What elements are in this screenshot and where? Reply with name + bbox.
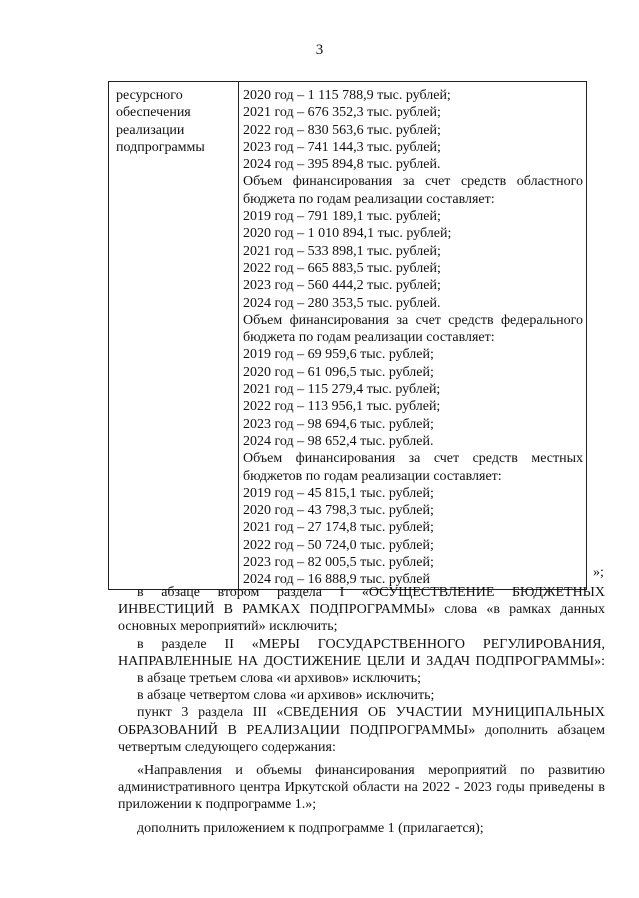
federal-year-line: 2024 год – 98 652,4 тыс. рублей. — [243, 433, 434, 449]
amendments-text — [118, 584, 605, 837]
text-line: в абзаце втором раздела I «ОСУЩЕСТВЛЕНИЕ БЮДЖЕТНЫХ — [137, 585, 605, 600]
label-line: обеспечения — [116, 105, 191, 121]
regional-year-line: 2021 год – 533 898,1 тыс. рублей; — [243, 243, 441, 259]
regional-heading: Объем финансирования за счет средств областного — [243, 174, 583, 190]
text-line: в абзаце четвертом слова «и архивов» исключить; — [137, 688, 435, 704]
text-line: четвертым следующего содержания: — [118, 739, 336, 755]
text-line: административного центра Иркутской области на 2022 - 2023 годы приведены в — [118, 780, 605, 796]
text-line: ИНВЕСТИЦИЙ В РАМКАХ ПОДПРОГРАММЫ» слова «в рамках данных — [118, 602, 605, 618]
local-year-line: 2019 год – 45 815,1 тыс. рублей; — [243, 485, 434, 501]
total-year-line: 2021 год – 676 352,3 тыс. рублей; — [243, 105, 441, 121]
text-line: в разделе II «МЕРЫ ГОСУДАРСТВЕННОГО РЕГУЛИРОВАНИЯ, — [137, 636, 605, 652]
label-line: подпрограммы — [116, 139, 205, 155]
paragraph-appendix — [118, 820, 605, 837]
paragraph-section-1 — [118, 584, 605, 636]
table-values-cell — [239, 82, 587, 590]
table-closing-quote: »; — [593, 565, 604, 580]
local-year-line: 2022 год – 50 724,0 тыс. рублей; — [243, 537, 434, 553]
federal-heading: Объем финансирования за счет средств федерального — [243, 312, 583, 328]
paragraph-section-2 — [118, 636, 605, 670]
regional-year-line: 2022 год – 665 883,5 тыс. рублей; — [243, 260, 441, 276]
paragraph-third — [118, 670, 605, 687]
regional-year-line: 2019 год – 791 189,1 тыс. рублей; — [243, 209, 441, 225]
paragraph-fourth — [118, 687, 605, 704]
text-line: приложении к подпрограмме 1.»; — [118, 797, 317, 813]
text-line: дополнить приложением к подпрограмме 1 (прилагается); — [137, 820, 484, 836]
local-year-line: 2021 год – 27 174,8 тыс. рублей; — [243, 520, 434, 536]
federal-year-line: 2022 год – 113 956,1 тыс. рублей; — [243, 399, 441, 415]
local-year-line: 2024 год – 16 888,9 тыс. рублей — [243, 572, 430, 588]
text-line: в абзаце третьем слова «и архивов» исключить; — [137, 671, 421, 687]
federal-year-line: 2020 год – 61 096,5 тыс. рублей; — [243, 364, 434, 380]
financing-table — [108, 81, 587, 590]
regional-heading: бюджета по годам реализации составляет: — [243, 191, 495, 207]
federal-year-line: 2021 год – 115 279,4 тыс. рублей; — [243, 382, 441, 398]
paragraph-quote — [118, 762, 605, 814]
page-number: 3 — [315, 42, 324, 58]
text-line: ОБРАЗОВАНИЙ В РЕАЛИЗАЦИИ ПОДПРОГРАММЫ» дополнить абзацем — [118, 722, 605, 738]
regional-year-line: 2024 год – 280 353,5 тыс. рублей. — [243, 295, 441, 311]
total-year-line: 2020 год – 1 115 788,9 тыс. рублей; — [243, 88, 451, 103]
text-line: НАПРАВЛЕННЫЕ НА ДОСТИЖЕНИЕ ЦЕЛИ И ЗАДАЧ ПОДПРОГРАММЫ»: — [118, 653, 605, 669]
local-year-line: 2023 год – 82 005,5 тыс. рублей; — [243, 555, 434, 571]
total-year-line: 2023 год – 741 144,3 тыс. рублей; — [243, 139, 441, 155]
text-line: пункт 3 раздела III «СВЕДЕНИЯ ОБ УЧАСТИИ МУНИЦИПАЛЬНЫХ — [137, 705, 605, 721]
regional-year-line: 2023 год – 560 444,2 тыс. рублей; — [243, 278, 441, 294]
label-line: ресурсного — [116, 88, 183, 103]
federal-year-line: 2019 год – 69 959,6 тыс. рублей; — [243, 347, 434, 363]
local-heading: бюджетов по годам реализации составляет: — [243, 468, 502, 484]
total-year-line: 2022 год – 830 563,6 тыс. рублей; — [243, 122, 441, 138]
federal-heading: бюджета по годам реализации составляет: — [243, 330, 495, 346]
table-label-cell — [109, 82, 239, 590]
local-year-line: 2020 год – 43 798,3 тыс. рублей; — [243, 503, 434, 519]
total-year-line: 2024 год – 395 894,8 тыс. рублей. — [243, 157, 441, 173]
regional-year-line: 2020 год – 1 010 894,1 тыс. рублей; — [243, 226, 452, 242]
text-line: основных мероприятий» исключить; — [118, 619, 338, 635]
federal-year-line: 2023 год – 98 694,6 тыс. рублей; — [243, 416, 434, 432]
local-heading: Объем финансирования за счет средств местных — [243, 451, 583, 467]
text-line: «Направления и объемы финансирования мероприятий по развитию — [137, 763, 605, 779]
paragraph-section-3 — [118, 704, 605, 756]
label-line: реализации — [116, 122, 185, 138]
